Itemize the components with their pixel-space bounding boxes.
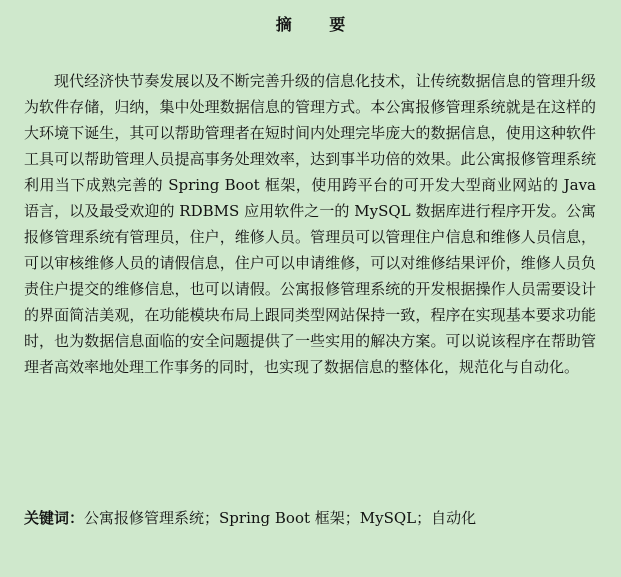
keywords-line bbox=[24, 506, 596, 530]
page-title: 摘 要 bbox=[275, 15, 362, 34]
abstract-paragraph: 现代经济快节奏发展以及不断完善升级的信息化技术，让传统数据信息的管理升级为软件存储，归纳，集中处理数据信息的管理方式。本公寓报修管理系统就是在这样的大环境下诞生，其可以帮助管理者在短时间内处理完毕庞大的数据信息，使用这种软件工具可以帮助管理人员提高事务处理效率，达到事半功倍的效果。此公寓报修管理系统利用当下成熟完善的 Spring Boot 框架，使用跨平台的可开发大型商业网站的 Java 语言，以及最受欢迎的 RDBMS 应用软件之一的 MySQL 数据库进行程序开发。公寓报修管理系统有管理员，住户，维修人员。管理员可以管理住户信息和维修人员信息，可以审核维修人员的请假信息，住户可以申请维修，可以对维修结果评价，维修人员负责住户提交的维修信息，也可以请假。公寓报修管理系统的开发根据操作人员需要设计的界面简洁美观，在功能模块布局上跟同类型网站保持一致，程序在实现基本要求功能时，也为数据信息面临的安全问题提供了一些实用的解决方案。可以说该程序在帮助管理者高效率地处理工作事务的同时，也实现了数据信息的整体化，规范化与自动化。 bbox=[24, 72, 596, 376]
keywords-label: 关键词： bbox=[24, 509, 85, 527]
keywords-value: 公寓报修管理系统；Spring Boot 框架；MySQL；自动化 bbox=[84, 509, 477, 527]
